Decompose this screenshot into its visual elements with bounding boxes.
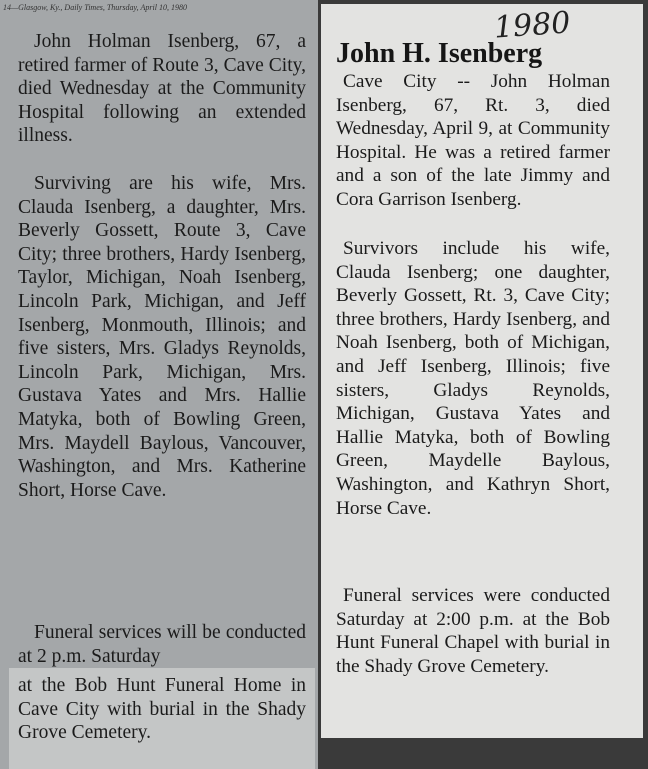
- right-paragraph-2: Survivors include his wife, Clauda Isenberg; one daughter, Beverly Gossett, Rt. 3, Cave City; three brothers, Hardy Isenberg, and Noah Isenberg, both of Michigan, and Jeff Isenberg, Illinois; five sisters, Gladys Reynolds, Michigan, Gustava Yates and Hallie Matyka, both of Bowling Green, Maydelle Baylous, Washington, and Kathryn Short, Horse Cave.: [336, 238, 610, 519]
- right-paragraph-3: Funeral services were conducted Saturday at 2:00 p.m. at the Bob Hunt Funeral Chapel with burial in the Shady Grove Cemetery.: [336, 585, 610, 677]
- left-paragraph-4: at the Bob Hunt Funeral Home in Cave City with burial in the Shady Grove Cemetery.: [18, 675, 306, 744]
- newspaper-masthead: 14—Glasgow, Ky., Daily Times, Thursday, April 10, 1980: [3, 3, 187, 12]
- left-paragraph-1: John Holman Isenberg, 67, a retired farmer of Route 3, Cave City, died Wednesday at the Community Hospital following an extended illness.: [18, 31, 306, 147]
- handwritten-year: 1980: [492, 5, 572, 46]
- right-paragraph-1: Cave City -- John Holman Isenberg, 67, Rt. 3, died Wednesday, April 9, at Community Hospital. He was a retired farmer and a son of the late Jimmy and Cora Garrison Isenberg.: [336, 71, 610, 210]
- left-paragraph-2: Surviving are his wife, Mrs. Clauda Isenberg, a daughter, Mrs. Beverly Gossett, Route 3, Cave City; three brothers, Hardy Isenberg, Taylor, Michigan, Noah Isenberg, Lincoln Park, Michigan, and Jeff Isenberg, Monmouth, Illinois; and five sisters, Mrs. Gladys Reynolds, Lincoln Park, Michigan, Mrs. Gustava Yates and Mrs. Hallie Matyka, both of Bowling Green, Mrs. Maydell Baylous, Vancouver, Washington, and Mrs. Katherine Short, Horse Cave.: [18, 173, 306, 501]
- left-paragraph-3: Funeral services will be conducted at 2 p.m. Saturday: [18, 622, 306, 667]
- obituary-headline: John H. Isenberg: [336, 38, 543, 69]
